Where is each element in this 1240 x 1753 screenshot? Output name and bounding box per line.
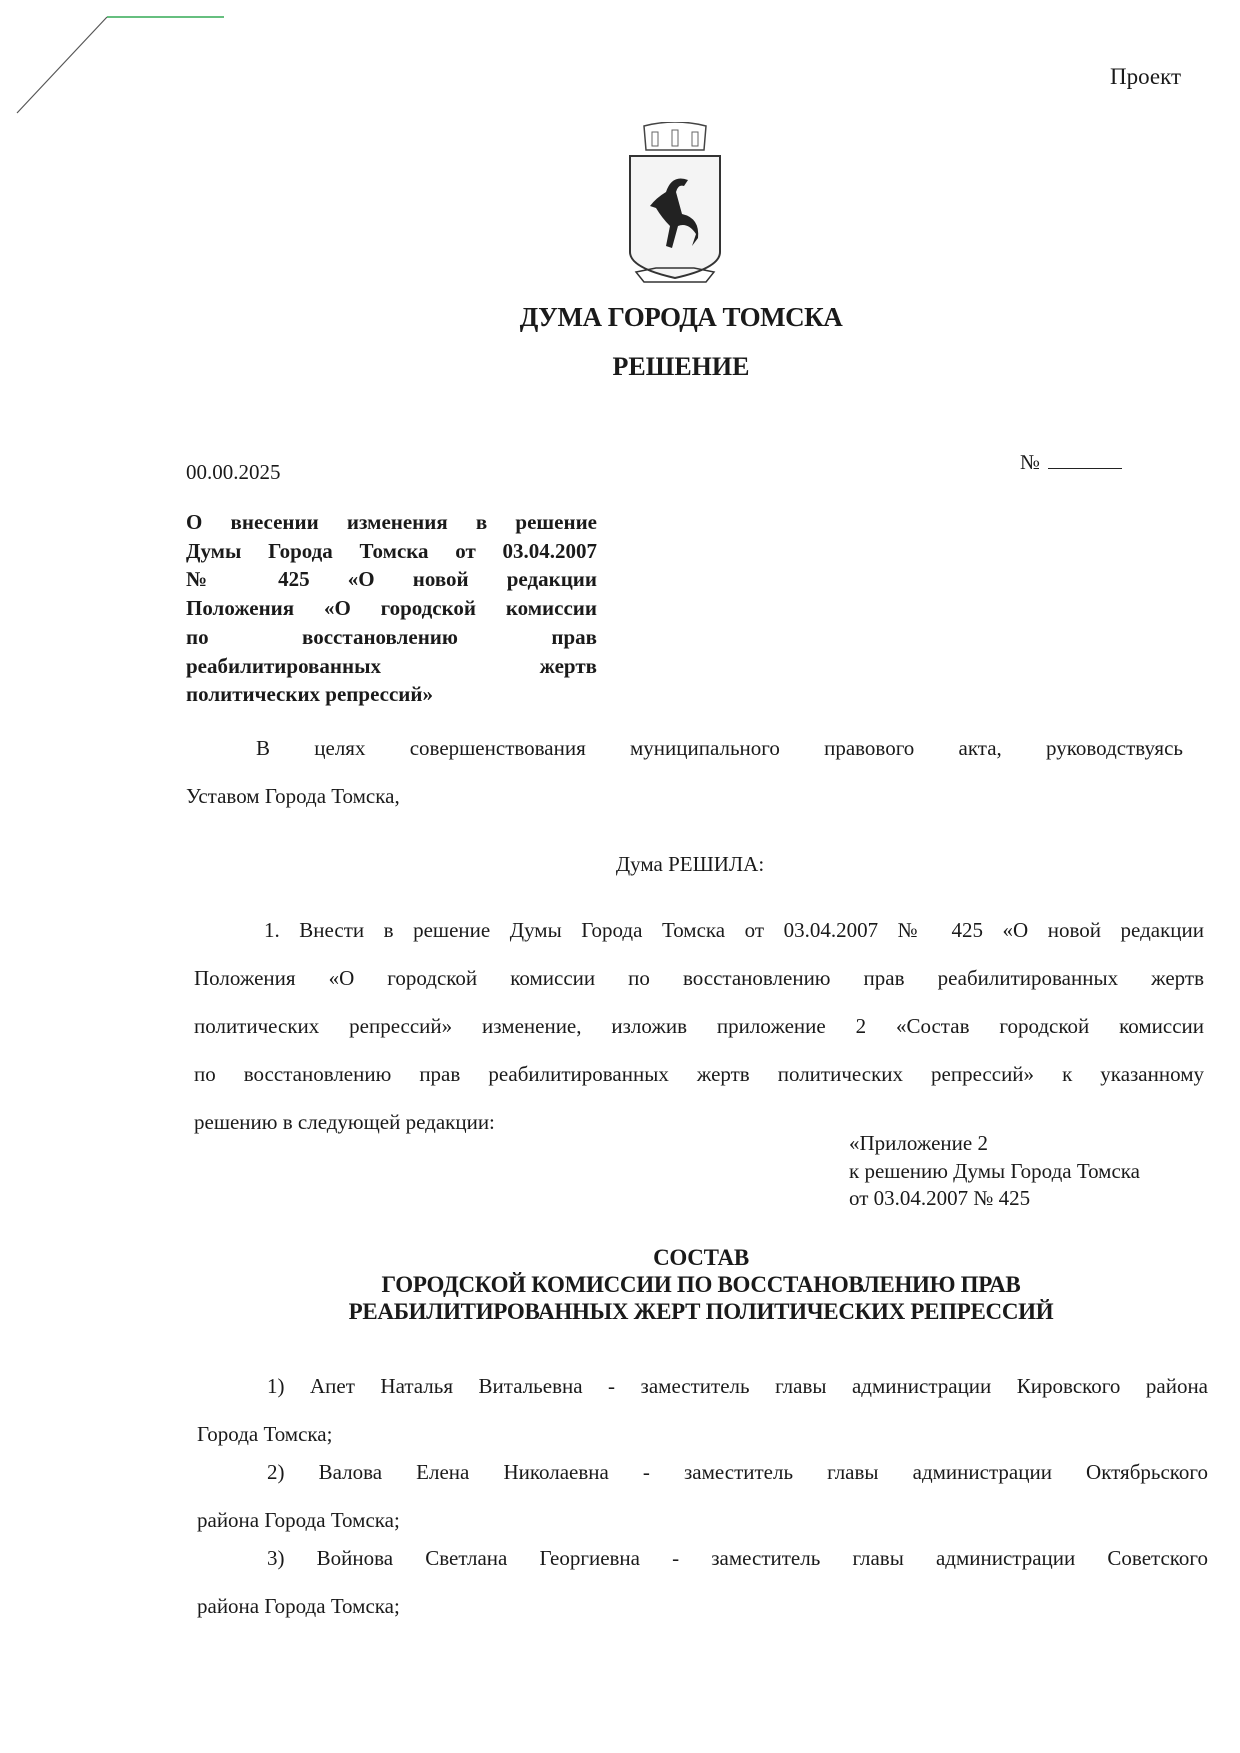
- paragraph-line: Уставом Города Томска,: [186, 784, 400, 808]
- number-blank: [1048, 450, 1122, 469]
- document-type: РЕШЕНИЕ: [612, 352, 750, 381]
- subject-line: Думы Города Томска от 03.04.2007: [186, 538, 597, 563]
- member-item: [197, 1448, 1208, 1544]
- decision-subject: [186, 508, 597, 709]
- preamble-paragraph: [186, 724, 1183, 820]
- paragraph-line: политических репрессий» изменение, изложив приложение 2 «Состав городской комиссии: [194, 1014, 1204, 1038]
- appendix-line: от 03.04.2007 № 425: [849, 1186, 1031, 1210]
- appendix-reference: [849, 1130, 1140, 1213]
- scan-corner-mark: [14, 14, 234, 118]
- subject-line: реабилитированных жертв: [186, 653, 597, 678]
- authority-title: ДУМА ГОРОДА ТОМСКА: [519, 302, 843, 332]
- composition-line: ГОРОДСКОЙ КОМИССИИ ПО ВОССТАНОВЛЕНИЮ ПРАВ: [381, 1272, 1021, 1297]
- paragraph-line: В целях совершенствования муниципального правового акта, руководствуясь: [256, 736, 1183, 760]
- number-label: №: [1020, 450, 1041, 474]
- member-line: 2) Валова Елена Николаевна - заместитель главы администрации Октябрьского: [267, 1460, 1208, 1484]
- appendix-line: «Приложение 2: [849, 1131, 988, 1155]
- paragraph-line: 1. Внести в решение Думы Города Томска от 03.04.2007 № 425 «О новой редакции: [264, 918, 1204, 942]
- paragraph-line: Положения «О городской комиссии по восстановлению прав реабилитированных жертв: [194, 966, 1204, 990]
- composition-heading: [0, 1244, 1240, 1325]
- member-line: района Города Томска;: [197, 1594, 400, 1618]
- member-list: [197, 1362, 1208, 1620]
- member-item: [197, 1534, 1208, 1630]
- coat-of-arms-icon: [626, 122, 724, 290]
- subject-line: О внесении изменения в решение: [186, 510, 597, 534]
- composition-line: СОСТАВ: [653, 1245, 749, 1270]
- paragraph-line: решению в следующей редакции:: [194, 1110, 495, 1134]
- member-line: 3) Войнова Светлана Георгиевна - заместитель главы администрации Советского: [267, 1546, 1208, 1570]
- decision-number: [1020, 450, 1122, 475]
- resolved-heading: Дума РЕШИЛА:: [615, 852, 765, 876]
- subject-line: по восстановлению прав: [186, 624, 597, 649]
- member-line: Города Томска;: [197, 1422, 333, 1446]
- member-line: района Города Томска;: [197, 1508, 400, 1532]
- subject-line: политических репрессий»: [186, 682, 434, 707]
- subject-line: № 425 «О новой редакции: [186, 567, 597, 592]
- appendix-line: к решению Думы Города Томска: [849, 1158, 1140, 1183]
- draft-label: Проект: [1110, 64, 1182, 89]
- composition-line: РЕАБИЛИТИРОВАННЫХ ЖЕРТ ПОЛИТИЧЕСКИХ РЕПРЕССИЙ: [348, 1299, 1054, 1324]
- paragraph-line: по восстановлению прав реабилитированных жертв политических репрессий» к указанному: [194, 1062, 1204, 1086]
- decision-date: 00.00.2025: [186, 460, 281, 484]
- member-item: [197, 1362, 1208, 1458]
- subject-line: Положения «О городской комиссии: [186, 596, 597, 621]
- member-line: 1) Апет Наталья Витальевна - заместитель главы администрации Кировского района: [267, 1374, 1208, 1398]
- item-1-paragraph: [194, 906, 1204, 1146]
